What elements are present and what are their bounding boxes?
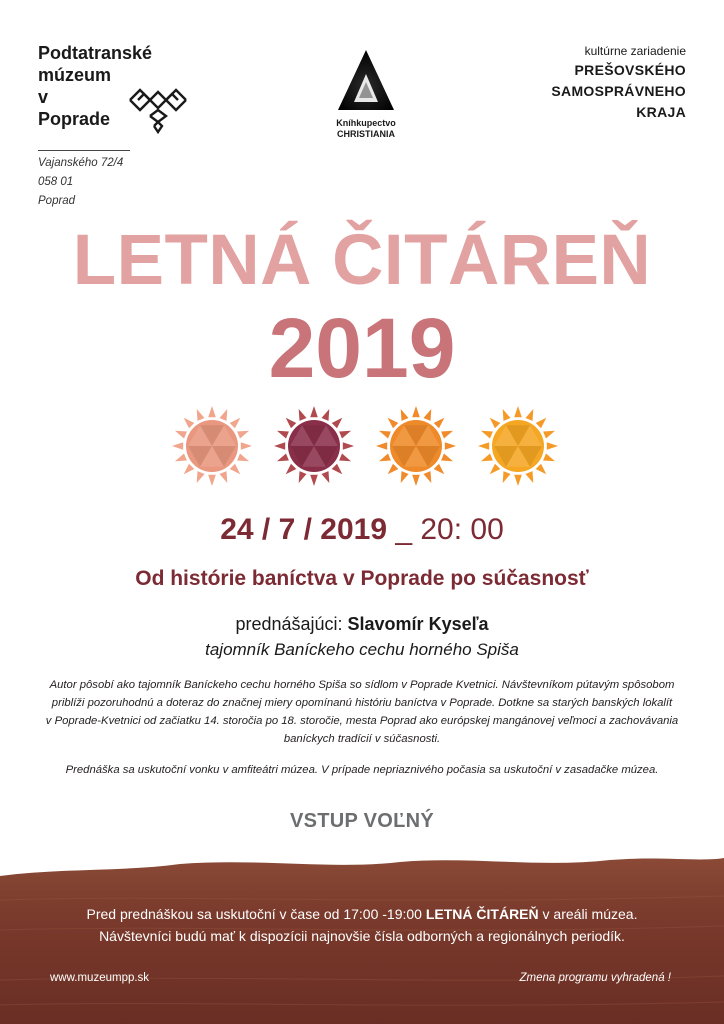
lecturer-name: Slavomír Kyseľa bbox=[347, 614, 489, 634]
event-date: 24 / 7 / 2019 bbox=[220, 513, 388, 546]
website-link[interactable]: www.muzeumpp.sk bbox=[50, 972, 150, 984]
description-line: v Poprade-Kvetnici od začiatku 14. storočia po 18. storočie, mesta Poprad ako európskej mangánovej veľmoci a zachovávania bbox=[45, 715, 679, 727]
sun-yellow-icon bbox=[478, 406, 558, 486]
footer-info bbox=[20, 903, 704, 947]
address-zip: 058 01 bbox=[38, 176, 74, 188]
christiania-line: Kníhkupectvo bbox=[336, 118, 396, 128]
region-name-line: KRAJA bbox=[636, 104, 686, 120]
date-separator: _ bbox=[387, 513, 421, 546]
museum-name-line: v bbox=[38, 87, 49, 107]
lecturer-role: tajomník Baníckeho cechu horného Spiša bbox=[205, 640, 519, 659]
museum-name-line: Poprade bbox=[38, 109, 111, 129]
christiania-line: CHRISTIANIA bbox=[337, 129, 395, 139]
museum-logo-icon bbox=[128, 76, 188, 136]
main-year: 2019 bbox=[268, 301, 456, 395]
region-name-line: SAMOSPRÁVNEHO bbox=[551, 83, 686, 99]
footer-line-2: Návštevníci budú mať k dispozícii najnovšie čísla odborných a regionálnych periodík. bbox=[99, 928, 625, 944]
region-name bbox=[486, 60, 686, 123]
christiania-name bbox=[316, 118, 416, 140]
sun-peach-icon bbox=[172, 406, 252, 486]
main-title: LETNÁ ČITÁREŇ bbox=[72, 221, 652, 300]
admission-free: VSTUP VOĽNÝ bbox=[289, 810, 435, 832]
museum-address bbox=[38, 154, 123, 211]
footer-line-1-text: Pred prednáškou sa uskutoční v čase od 17:00 -19:00 bbox=[86, 906, 426, 922]
footer-line-1-highlight: LETNÁ ČITÁREŇ bbox=[425, 906, 539, 922]
lecturer-label: prednášajúci: bbox=[235, 614, 343, 634]
christiania-logo-icon bbox=[336, 48, 396, 112]
program-disclaimer: Zmena programu vyhradená ! bbox=[519, 972, 671, 984]
region-name-line: PREŠOVSKÉHO bbox=[574, 62, 686, 78]
address-divider bbox=[38, 150, 130, 151]
sun-orange-icon bbox=[376, 406, 456, 486]
event-description bbox=[40, 676, 684, 748]
event-time: 20: 00 bbox=[420, 513, 504, 546]
venue-note: Prednáška sa uskutoční vonku v amfiteátri múzea. V prípade nepriaznivého počasia sa uskutoční v zasadačke múzea. bbox=[65, 764, 659, 776]
description-line: priblíži pozoruhodnú a doteraz do značnej miery opomínanú históriu baníctva v Poprade. Dotkne sa starých banských lokalít bbox=[51, 697, 673, 709]
suns-illustration bbox=[170, 404, 560, 488]
sun-purple-icon bbox=[274, 406, 354, 486]
description-line: Autor pôsobí ako tajomník Baníckeho cechu horného Spiša so sídlom v Poprade Kvetnici. Návštevníkom pútavým spôsobom bbox=[49, 679, 675, 691]
museum-name-line: Podtatranské bbox=[38, 43, 153, 63]
address-street: Vajanského 72/4 bbox=[38, 157, 124, 169]
event-date-time bbox=[0, 510, 724, 550]
lecturer-line bbox=[0, 614, 724, 635]
address-city: Poprad bbox=[38, 195, 76, 207]
talk-title: Od histórie baníctva v Poprade po súčasnosť bbox=[135, 567, 589, 590]
footer-line-1-end: v areáli múzea. bbox=[538, 906, 638, 922]
region-block bbox=[486, 42, 686, 123]
description-line: baníckych tradícií v súčasnosti. bbox=[283, 733, 441, 745]
footer-line-1 bbox=[20, 903, 704, 925]
region-subtitle: kultúrne zariadenie bbox=[584, 44, 686, 58]
museum-name-line: múzeum bbox=[38, 65, 112, 85]
